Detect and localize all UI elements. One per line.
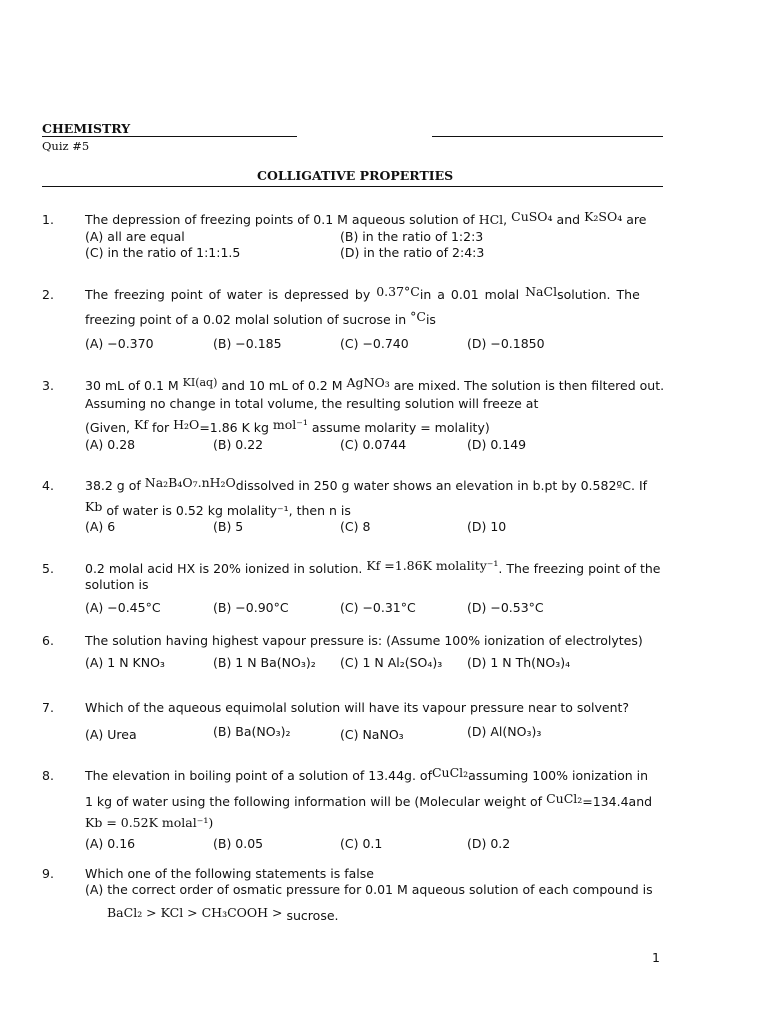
- option-a: (A) 6: [85, 519, 116, 534]
- header-rule-left: [42, 136, 297, 137]
- question-text-line2: (A) the correct order of osmatic pressure for 0.01 M aqueous solution of each compound is: [85, 882, 653, 897]
- question-number: 9.: [42, 866, 54, 881]
- option-b: (B) 0.22: [213, 437, 264, 452]
- option-c: (C) 8: [340, 519, 371, 534]
- question-text: 0.2 molal acid HX is 20% ionized in solution. Kf =1.86K molality⁻¹. The freezing point of the: [85, 558, 661, 576]
- option-a: (A) −0.45°C: [85, 600, 161, 615]
- option-b: (B) −0.185: [213, 336, 282, 351]
- option-d: (D) in the ratio of 2:4:3: [340, 245, 485, 260]
- question-text: 38.2 g of Na₂B₄O₇.nH₂Odissolved in 250 g water shows an elevation in b.pt by 0.582ºC. If: [85, 475, 648, 493]
- question-text-line2: freezing point of a 0.02 molal solution of sucrose in °Cis: [85, 309, 436, 327]
- option-c: (C) 0.0744: [340, 437, 407, 452]
- page-number: 1: [652, 950, 660, 965]
- option-a: (A) 0.16: [85, 836, 136, 851]
- question-given: (Given, Kf for H₂O=1.86 K kg mol⁻¹ assume molarity = molality): [85, 417, 490, 435]
- question-text: The depression of freezing points of 0.1 M aqueous solution of HCl, CuSO₄ and K₂SO₄ are: [85, 209, 647, 227]
- question-text-line2: solution is: [85, 577, 149, 592]
- option-c: (C) −0.740: [340, 336, 409, 351]
- option-a: (A) Urea: [85, 727, 137, 742]
- option-d: (D) −0.53°C: [467, 600, 544, 615]
- question-text: The freezing point of water is depressed by 0.37°Cin a 0.01 molal NaClsolution. The: [85, 284, 640, 302]
- option-c: (C) in the ratio of 1:1:1.5: [85, 245, 241, 260]
- question-number: 6.: [42, 633, 54, 648]
- question-number: 5.: [42, 561, 54, 576]
- option-d: (D) 0.2: [467, 836, 511, 851]
- option-a: (A) all are equal: [85, 229, 185, 244]
- question-kb: Kb = 0.52K molal⁻¹): [85, 815, 214, 830]
- topic-title: COLLIGATIVE PROPERTIES: [257, 168, 454, 183]
- question-text-line2: Kb of water is 0.52 kg molality⁻¹, then n is: [85, 499, 351, 518]
- header-rule-right: [432, 136, 663, 137]
- option-b: (B) in the ratio of 1:2:3: [340, 229, 484, 244]
- option-c: (C) 1 N Al₂(SO₄)₃: [340, 655, 443, 670]
- question-number: 8.: [42, 768, 54, 783]
- question-number: 7.: [42, 700, 54, 715]
- subject-title: CHEMISTRY: [42, 121, 131, 136]
- option-d: (D) 10: [467, 519, 507, 534]
- question-number: 1.: [42, 212, 54, 227]
- question-number: 3.: [42, 378, 54, 393]
- option-d: (D) 0.149: [467, 437, 527, 452]
- question-number: 2.: [42, 287, 54, 302]
- option-d: (D) 1 N Th(NO₃)₄: [467, 655, 571, 670]
- option-b: (B) 0.05: [213, 836, 264, 851]
- option-c: (C) 0.1: [340, 836, 383, 851]
- question-text: The elevation in boiling point of a solution of 13.44g. ofCuCl₂assuming 100% ionization in: [85, 765, 649, 783]
- option-c: (C) NaNO₃: [340, 727, 404, 742]
- option-d: (D) Al(NO₃)₃: [467, 724, 542, 739]
- option-a: (A) 0.28: [85, 437, 136, 452]
- question-text-line2: 1 kg of water using the following information will be (Molecular weight of CuCl₂=134.4and: [85, 791, 653, 809]
- question-text: 30 mL of 0.1 M KI(aq) and 10 mL of 0.2 M AgNO₃ are mixed. The solution is then filtered out.: [85, 375, 665, 393]
- option-a: (A) 1 N KNO₃: [85, 655, 165, 670]
- quiz-number: Quiz #5: [42, 139, 90, 153]
- option-b: (B) −0.90°C: [213, 600, 289, 615]
- question-order: BaCl₂ > KCl > CH₃COOH > sucrose.: [107, 905, 339, 923]
- question-number: 4.: [42, 478, 54, 493]
- question-text: Which of the aqueous equimolal solution will have its vapour pressure near to solvent?: [85, 700, 630, 715]
- option-b: (B) Ba(NO₃)₂: [213, 724, 291, 739]
- question-text-line2: Assuming no change in total volume, the resulting solution will freeze at: [85, 396, 539, 411]
- question-text: The solution having highest vapour pressure is: (Assume 100% ionization of electrolytes): [85, 633, 643, 648]
- option-d: (D) −0.1850: [467, 336, 545, 351]
- option-b: (B) 1 N Ba(NO₃)₂: [213, 655, 316, 670]
- question-text: Which one of the following statements is false: [85, 866, 374, 881]
- option-a: (A) −0.370: [85, 336, 154, 351]
- topic-rule: [42, 186, 663, 187]
- option-b: (B) 5: [213, 519, 244, 534]
- option-c: (C) −0.31°C: [340, 600, 416, 615]
